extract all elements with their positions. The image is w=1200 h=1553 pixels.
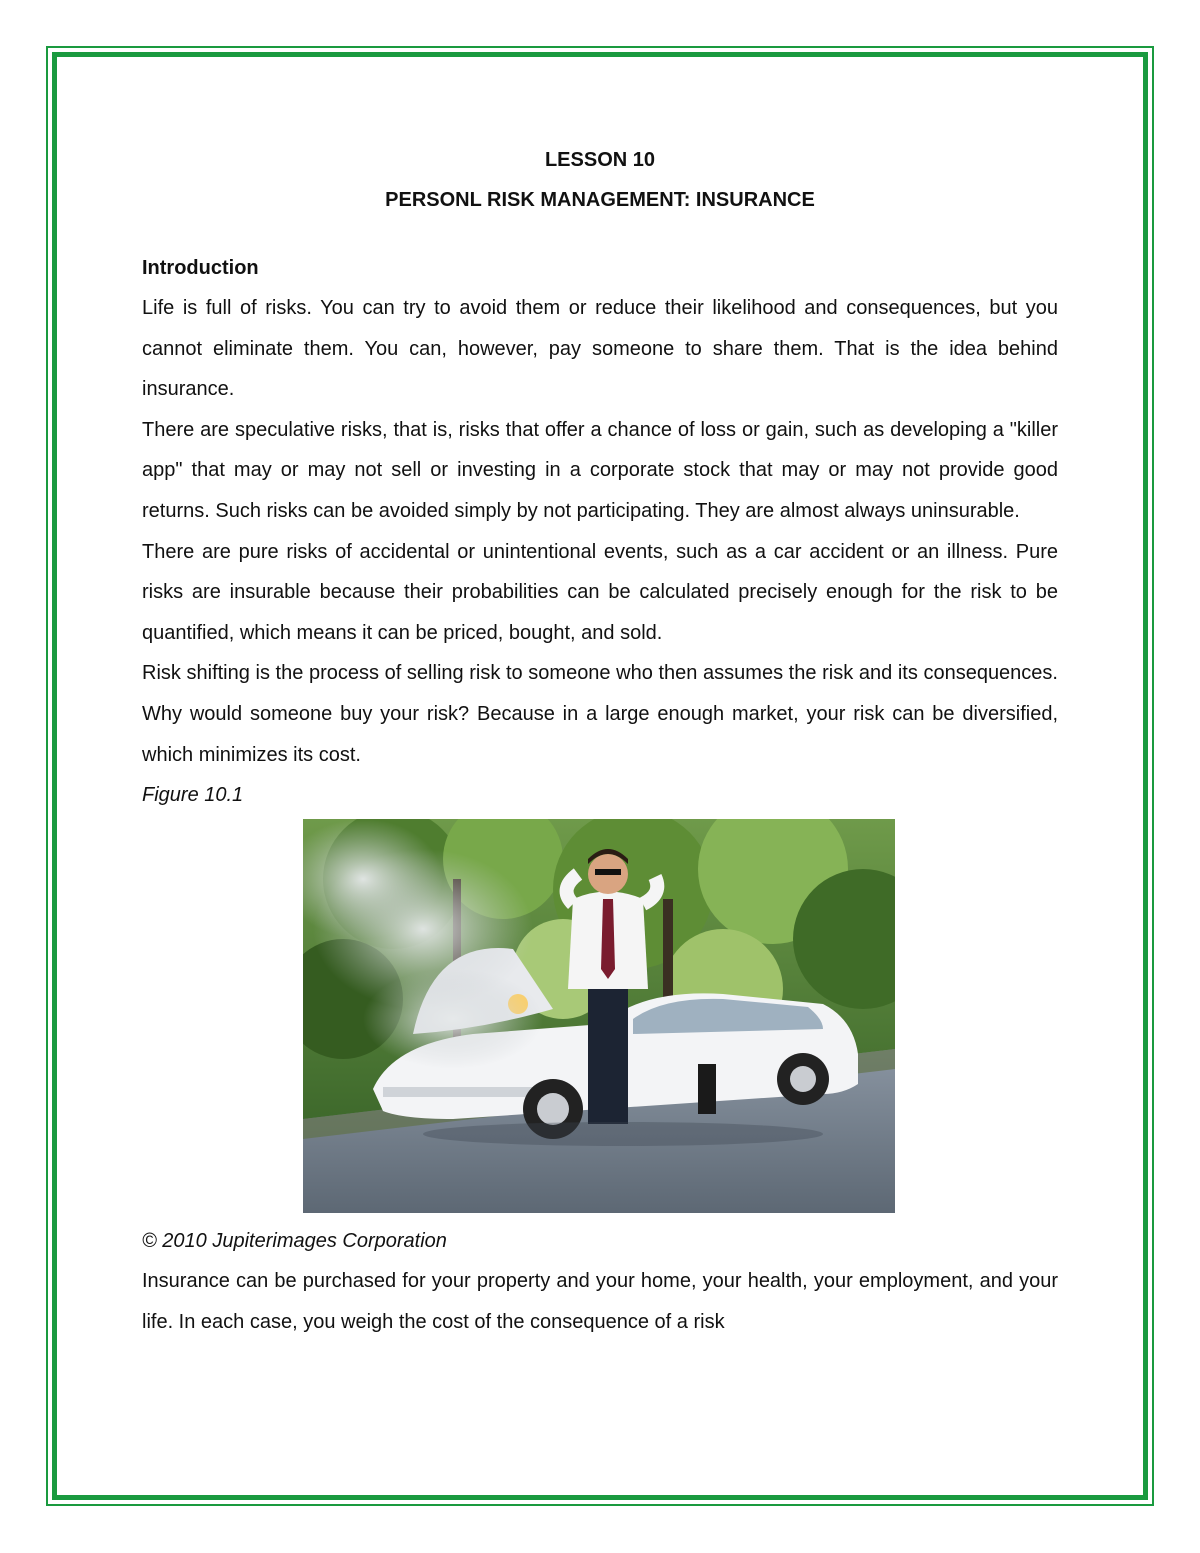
paragraph-risk-shifting: Risk shifting is the process of selling risk to someone who then assumes the risk and its consequences. Why would someone buy your risk? Because in a large enough market, your risk can be diversified, which minimizes its cost. [142,662,1058,766]
document-body [142,140,1058,1342]
paragraph-life-risks: Life is full of risks. You can try to avoid them or reduce their likelihood and consequences, but you cannot eliminate them. You can, however, pay someone to share them. That is the idea behind insurance. [142,297,1058,401]
lesson-title: PERSONL RISK MANAGEMENT: INSURANCE [385,189,815,211]
figure-photo-broken-down-car [303,819,895,1213]
paragraph-pure-risks: There are pure risks of accidental or unintentional events, such as a car accident or an illness. Pure risks are insurable because their probabilities can be calculated precisely enough for the risk to be quantified, which means it can be priced, bought, and sold. [142,540,1058,644]
paragraph-speculative-risks: There are speculative risks, that is, risks that offer a chance of loss or gain, such as developing a "killer app" that may or may not sell or investing in a corporate stock that may or may not provide good returns. Such risks can be avoided simply by not participating. They are almost always uninsurable. [142,418,1058,522]
figure-label: Figure 10.1 [142,784,244,807]
paragraph-insurance-purchase: Insurance can be purchased for your property and your home, your health, your employment, and your life. In each case, you weigh the cost of the consequence of a risk [142,1270,1058,1333]
section-heading-introduction: Introduction [142,257,259,279]
lesson-number: LESSON 10 [544,149,656,171]
figure-credit: © 2010 Jupiterimages Corporation [142,1230,447,1253]
